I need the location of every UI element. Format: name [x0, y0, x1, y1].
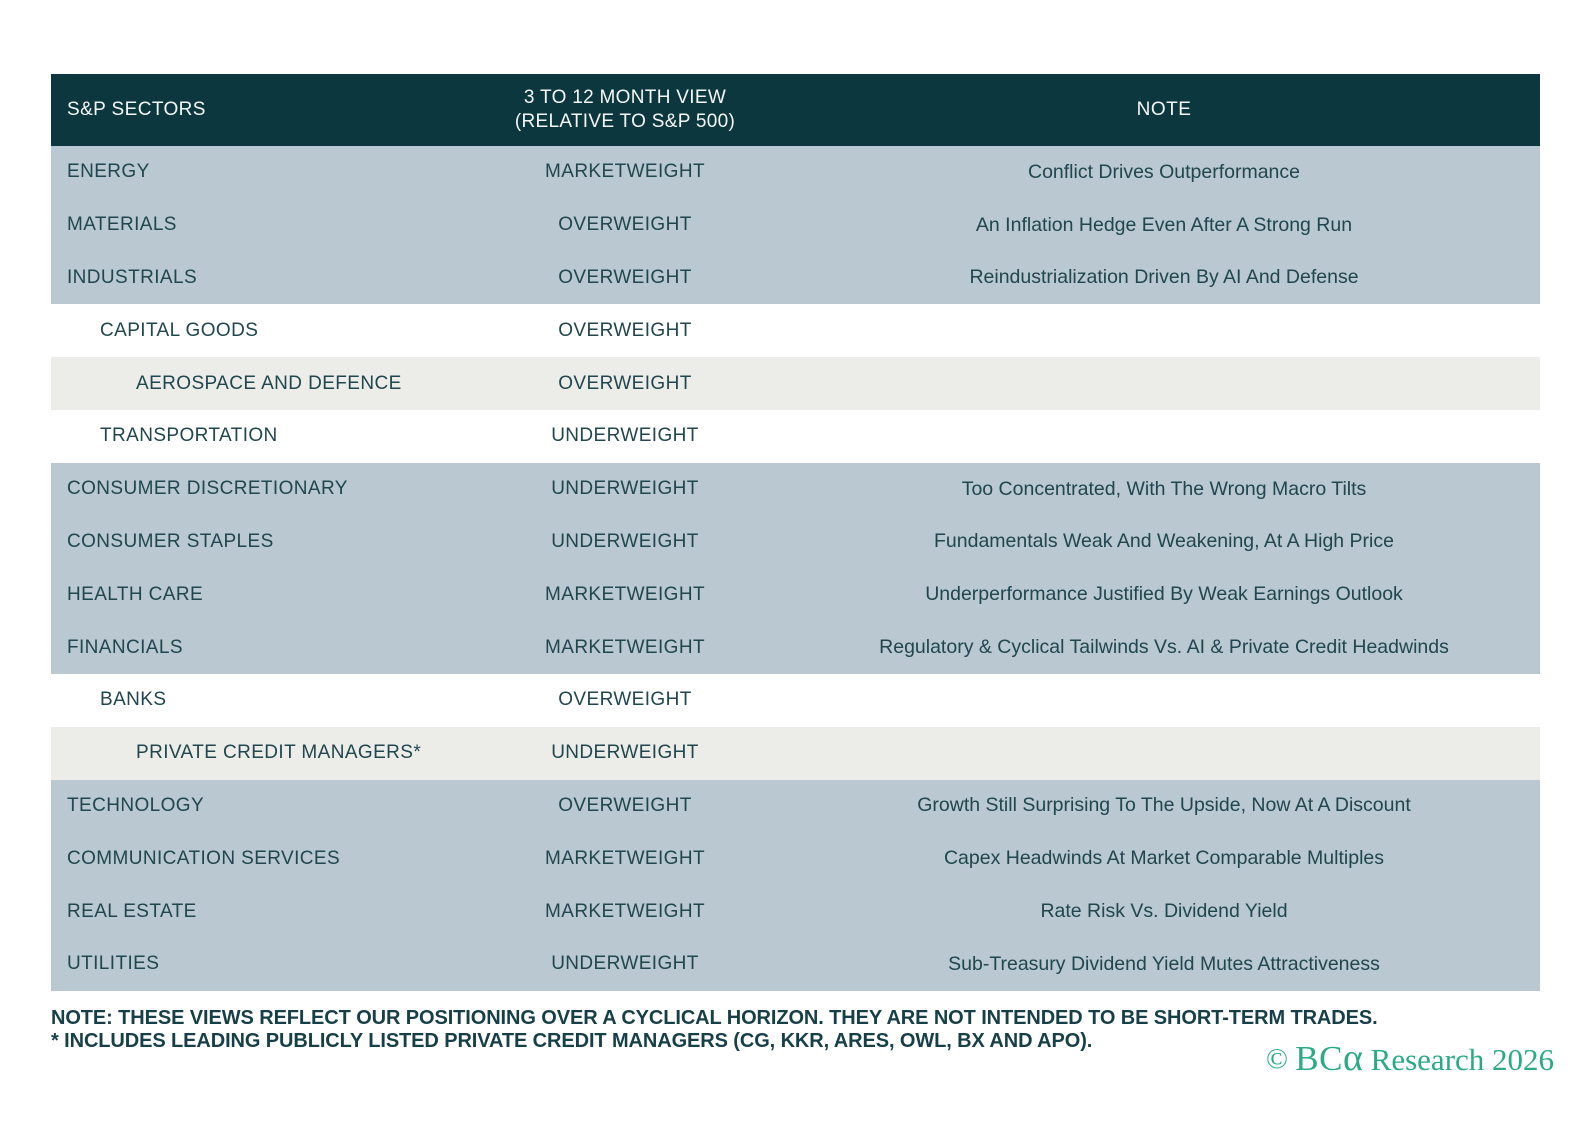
table-body — [51, 146, 1540, 991]
table-row — [51, 357, 1540, 410]
table-row — [51, 146, 1540, 199]
view-cell: OVERWEIGHT — [558, 266, 692, 288]
header-view-line2: (RELATIVE TO S&P 500) — [514, 111, 736, 132]
sector-cell: BANKS — [100, 689, 167, 711]
sector-cell: COMMUNICATION SERVICES — [67, 847, 341, 869]
header-view-line1: 3 TO 12 MONTH VIEW — [523, 87, 727, 108]
note-cell: Fundamentals Weak And Weakening, At A High Price — [934, 530, 1394, 553]
view-cell: MARKETWEIGHT — [545, 583, 705, 605]
view-cell: MARKETWEIGHT — [545, 161, 705, 183]
footnote-line1: NOTE: THESE VIEWS REFLECT OUR POSITIONING OVER A CYCLICAL HORIZON. THEY ARE NOT INTENDED TO BE SHORT-TERM TRADES. — [51, 1007, 1378, 1029]
sector-cell: TRANSPORTATION — [100, 425, 278, 447]
note-cell: Regulatory & Cyclical Tailwinds Vs. AI & Private Credit Headwinds — [879, 636, 1449, 659]
view-cell: OVERWEIGHT — [558, 794, 692, 816]
header-sectors: S&P SECTORS — [67, 99, 206, 120]
view-cell: UNDERWEIGHT — [551, 953, 699, 975]
note-cell: Reindustrialization Driven By AI And Defense — [969, 266, 1359, 289]
sector-cell: INDUSTRIALS — [67, 266, 198, 288]
table-row — [51, 621, 1540, 674]
footnote — [51, 1007, 1378, 1052]
footnote-line2: * INCLUDES LEADING PUBLICLY LISTED PRIVATE CREDIT MANAGERS (CG, KKR, ARES, OWL, BX AND APO). — [51, 1029, 1093, 1052]
table-row — [51, 938, 1540, 991]
header-view — [462, 86, 788, 134]
view-cell: OVERWEIGHT — [558, 372, 692, 394]
sector-cell: MATERIALS — [67, 214, 177, 236]
view-cell: UNDERWEIGHT — [551, 530, 699, 552]
table-row — [51, 516, 1540, 569]
view-cell: OVERWEIGHT — [558, 689, 692, 711]
logo-brand-text: BC — [1295, 1039, 1343, 1078]
sector-cell: AEROSPACE AND DEFENCE — [136, 372, 402, 394]
note-cell: Sub-Treasury Dividend Yield Mutes Attractiveness — [948, 952, 1380, 975]
table-header-row — [51, 74, 1540, 146]
sector-cell: CONSUMER DISCRETIONARY — [67, 478, 348, 500]
sector-cell: FINANCIALS — [67, 636, 183, 658]
table-row — [51, 885, 1540, 938]
sector-views-table — [51, 74, 1540, 991]
sector-cell: CAPITAL GOODS — [100, 319, 259, 341]
table-row — [51, 568, 1540, 621]
note-cell: An Inflation Hedge Even After A Strong Run — [975, 213, 1353, 236]
view-cell: UNDERWEIGHT — [551, 478, 699, 500]
table-row — [51, 410, 1540, 463]
table-row — [51, 780, 1540, 833]
note-cell: Rate Risk Vs. Dividend Yield — [1040, 900, 1288, 923]
logo-suffix-text: Research 2026 — [1362, 1042, 1555, 1077]
table-row — [51, 832, 1540, 885]
view-cell: MARKETWEIGHT — [545, 900, 705, 922]
note-cell: Capex Headwinds At Market Comparable Multiples — [943, 847, 1385, 870]
sector-cell: REAL ESTATE — [67, 900, 197, 922]
bca-research-logo — [1266, 1036, 1554, 1080]
table-row — [51, 674, 1540, 727]
table-row — [51, 304, 1540, 357]
table-row — [51, 727, 1540, 780]
copyright-symbol: © — [1266, 1043, 1296, 1075]
sector-cell: CONSUMER STAPLES — [67, 530, 274, 552]
sector-cell: ENERGY — [67, 161, 150, 183]
note-cell: Too Concentrated, With The Wrong Macro Tilts — [961, 477, 1367, 500]
view-cell: MARKETWEIGHT — [545, 636, 705, 658]
view-cell: MARKETWEIGHT — [545, 847, 705, 869]
sector-cell: UTILITIES — [67, 953, 160, 975]
table-row — [51, 463, 1540, 516]
view-cell: OVERWEIGHT — [558, 319, 692, 341]
view-cell: OVERWEIGHT — [558, 214, 692, 236]
note-cell: Conflict Drives Outperformance — [1027, 160, 1300, 183]
view-cell: UNDERWEIGHT — [551, 742, 699, 764]
view-cell: UNDERWEIGHT — [551, 425, 699, 447]
note-cell: Underperformance Justified By Weak Earnings Outlook — [925, 583, 1403, 606]
sector-cell: HEALTH CARE — [67, 583, 204, 605]
table-row — [51, 199, 1540, 252]
sector-cell: PRIVATE CREDIT MANAGERS* — [136, 742, 422, 764]
sector-cell: TECHNOLOGY — [67, 794, 205, 816]
table-row — [51, 252, 1540, 305]
note-cell: Growth Still Surprising To The Upside, Now At A Discount — [917, 794, 1411, 817]
header-note: NOTE — [1136, 99, 1192, 120]
logo-alpha-glyph: α — [1343, 1037, 1363, 1079]
